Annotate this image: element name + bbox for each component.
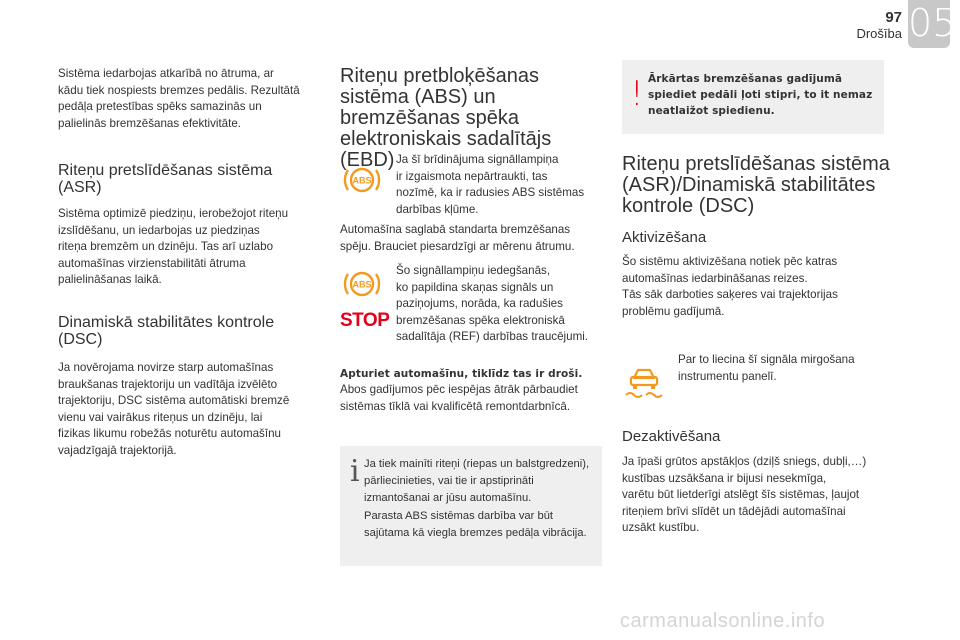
asr-dsc-heading xyxy=(622,154,892,217)
text-line: Sistēma iedarbojas atkarībā no ātruma, ar xyxy=(58,67,274,80)
text-line: palielināšanas laikā. xyxy=(58,273,162,287)
heading-line: sistēma (ABS) un xyxy=(340,86,496,108)
text-line: instrumentu panelī. xyxy=(678,369,777,383)
abs-warning-text xyxy=(396,152,606,218)
text-line: Parasta ABS sistēmas darbība var būt xyxy=(364,509,554,522)
text-line: izmantošanai ar jūsu automašīnu. xyxy=(364,492,532,505)
text-line: Sistēma optimizē piedziņu, ierobežojot riteņu xyxy=(58,207,289,220)
text-line: sajūtama kā viegla bremzes pedāļa vibrācija. xyxy=(364,526,587,539)
text-line: sistēmas tīklā vai kvalificētā remontdarbnīcā. xyxy=(340,399,571,413)
heading-line: elektroniskais sadalītājs (EBD) xyxy=(340,128,552,171)
text-line: Abos gadījumos pēc iespējas ātrāk pārbaudiet xyxy=(340,383,578,396)
text-line: palielinās bremzēšanas efektivitāte. xyxy=(58,116,242,130)
text-line: Ārkārtas bremzēšanas gadījumā xyxy=(648,73,843,85)
text-line: spēju. Brauciet piesardzīgi ar mērenu ātrumu. xyxy=(340,239,575,253)
text-line: problēmu gadījumā. xyxy=(622,304,725,318)
text-line: varētu būt lietderīgi atslēgt šīs sistēmas, ļaujot xyxy=(622,488,860,502)
warning-text xyxy=(648,71,882,119)
text-line: kādu tiek nospiests bremzes pedālis. Rezultātā xyxy=(58,83,300,97)
text-line: nozīmē, ka ir radusies ABS sistēmas xyxy=(396,186,585,200)
heading-line: kontrole (DSC) xyxy=(622,195,755,217)
text-line: izslīdēšanu, un iedarbojas uz piedziņas xyxy=(58,223,260,237)
text-line: Automašīna saglabā standarta bremzēšanas xyxy=(340,223,571,236)
stop-text xyxy=(396,263,610,346)
text-line: ko papildina skaņas signāls un xyxy=(396,280,554,294)
abs-paragraph xyxy=(340,222,602,255)
info-icon: i xyxy=(350,454,360,489)
text-line: fizikas likumu robežās noturētu automašīnu xyxy=(58,427,281,441)
chapter-tab: 05 xyxy=(908,0,950,48)
text-line: uzsākt kustību. xyxy=(622,521,700,535)
text-line: braukšanas trajektoriju un vadītāja izvēlēto xyxy=(58,377,278,391)
abs-icon-label: ABS xyxy=(352,175,372,186)
page-number: 97 xyxy=(885,9,902,26)
abs-icon-label: ABS xyxy=(352,279,372,290)
heading-line: (ASR) xyxy=(58,179,102,196)
heading-line: (ASR)/Dinamiskā stabilitātes xyxy=(622,174,876,196)
heading-line: (DSC) xyxy=(58,331,103,348)
heading-line: Riteņu pretslīdēšanas sistēma xyxy=(622,153,890,175)
text-line: vienu vai vairākus riteņus un dzinēju, lai xyxy=(58,410,263,424)
text-line: kustības uzsākšana ir bijusi nesekmīga, xyxy=(622,471,827,485)
asr-paragraph xyxy=(58,206,320,289)
text-line: riteņiem brīvi slīdēt un tādējādi automašīnai xyxy=(622,504,846,518)
text-line: Ja šī brīdinājuma signāllampiņa xyxy=(396,153,559,166)
deactivation-heading: Dezaktivēšana xyxy=(622,428,721,445)
asr-heading xyxy=(58,162,320,196)
page-header xyxy=(856,10,902,42)
stop-icon: STOP xyxy=(340,310,390,331)
intro-paragraph xyxy=(58,66,320,132)
text-line: ir izgaismota nepārtraukti, tas xyxy=(396,169,548,183)
dsc-paragraph xyxy=(58,360,320,460)
activation-heading: Aktivizēšana xyxy=(622,229,707,246)
dsc-heading xyxy=(58,314,320,348)
text-line: Ja tiek mainīti riteņi (riepas un balstgredzeni), xyxy=(364,458,590,470)
text-line: Šo signāllampiņu iedegšanās, xyxy=(396,264,551,277)
warning-icon: ! xyxy=(630,74,644,114)
text-line: Šo sistēmu aktivizēšana notiek pēc katras xyxy=(622,255,838,268)
section-title: Drošība xyxy=(856,26,902,41)
text-line: riteņa bremzēm un dzinēju. Tas arī uzlabo xyxy=(58,240,274,254)
heading-line: Riteņu pretslīdēšanas sistēma xyxy=(58,162,273,179)
heading-line: Dinamiskā stabilitātes kontrole xyxy=(58,314,275,331)
watermark: carmanualsonline.info xyxy=(620,610,826,632)
warning-box xyxy=(622,60,884,134)
text-line: automašīnas iedarbināšanas reizes. xyxy=(622,271,808,285)
abs-fault-icon xyxy=(340,264,384,304)
text-line: sadalītāja (REF) darbības traucējumi. xyxy=(396,330,589,344)
text-line: pārliecinieties, vai tie ir apstiprināti xyxy=(364,475,534,488)
text-line: automašīnas virzienstabilitāti ātruma xyxy=(58,256,246,270)
heading-line: Riteņu pretbloķēšanas xyxy=(340,65,540,87)
text-line: Par to liecina šī signāla mirgošana xyxy=(678,353,855,366)
blink-text xyxy=(678,352,890,385)
info-box xyxy=(340,446,602,566)
text-line: darbības kļūme. xyxy=(396,202,479,216)
text-line: Ja novērojama novirze starp automašīnas xyxy=(58,361,274,374)
info-text xyxy=(364,456,600,542)
stop-instructions xyxy=(340,366,610,415)
text-line: Ja īpaši grūtos apstākļos (dziļš sniegs, dubļi,…) xyxy=(622,455,867,468)
text-line: neatlaižot spiedienu. xyxy=(648,105,775,117)
activation-paragraph xyxy=(622,254,892,320)
heading-line: bremzēšanas spēka xyxy=(340,107,519,129)
bold-instruction: Apturiet automašīnu, tiklīdz tas ir droši. xyxy=(340,368,583,380)
text-line: spiediet pedāli ļoti stipri, to it nemaz xyxy=(648,89,873,101)
text-line: vajadzīgajā trajektorijā. xyxy=(58,443,177,457)
abs-warning-icon xyxy=(340,160,384,200)
text-line: Tās sāk darboties saķeres vai trajektorijas xyxy=(622,288,838,302)
text-line: bremzēšanas spēka elektroniskā xyxy=(396,313,565,327)
text-line: paziņojums, norāda, ka radušies xyxy=(396,297,563,311)
skid-control-icon xyxy=(622,364,666,398)
deactivation-paragraph xyxy=(622,454,894,537)
text-line: trajektoriju, DSC sistēma automātiski bremzē xyxy=(58,394,290,408)
text-line: pedāļa pretestības spēks samazinās un xyxy=(58,100,262,114)
